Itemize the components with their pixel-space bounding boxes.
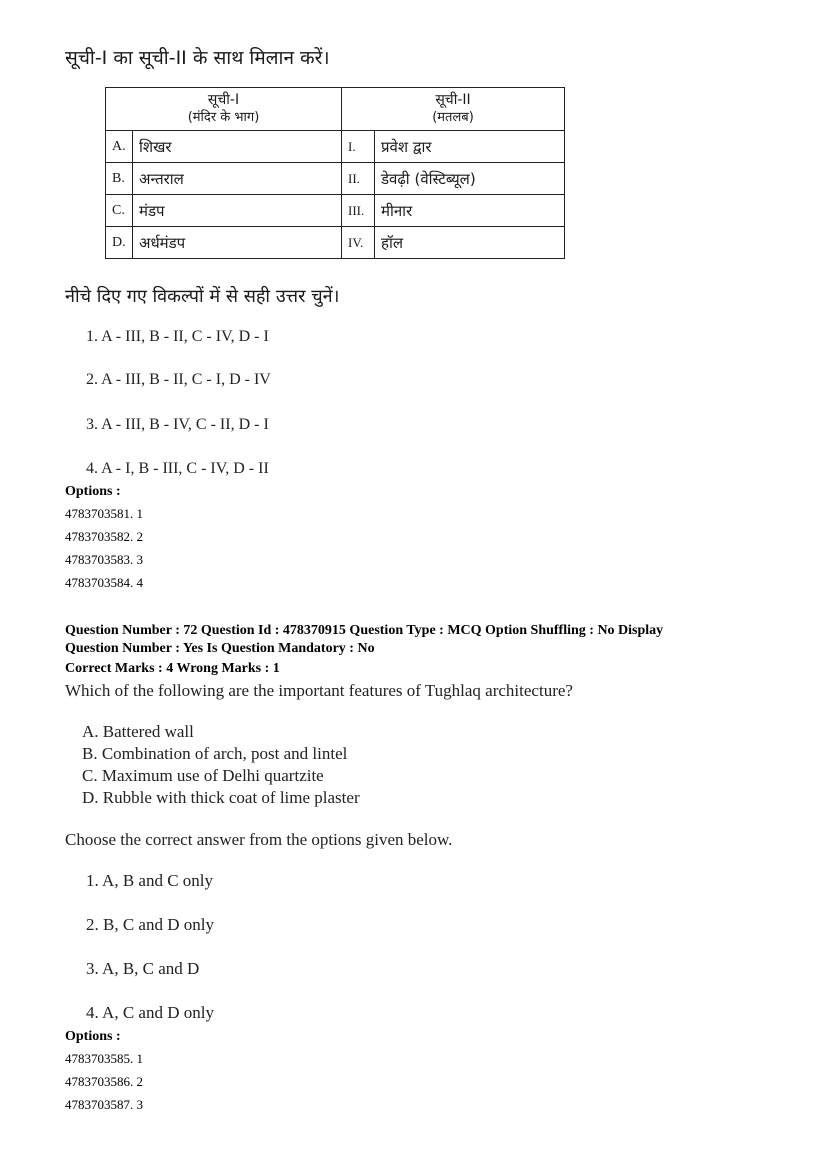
list-1-subtitle: (मंदिर के भाग)	[187, 110, 260, 125]
q72-statement-c: C. Maximum use of Delhi quartzite	[82, 766, 324, 785]
row-roman: IV.	[342, 227, 375, 259]
q71-choice-2: 2. A - III, B - II, C - I, D - IV	[86, 371, 271, 388]
table-row	[106, 227, 565, 259]
q72-meta-line-3: Correct Marks : 4 Wrong Marks : 1	[65, 661, 280, 676]
q71-instruction: सूची-I का सूची-II के साथ मिलान करें।	[65, 47, 330, 69]
row-left-text: मंडप	[133, 195, 342, 227]
q72-option-id-3: 4783703587. 3	[65, 1097, 143, 1112]
q72-statement-d: D. Rubble with thick coat of lime plaster	[82, 788, 360, 807]
q71-options-label: Options :	[65, 484, 121, 499]
q71-choose: नीचे दिए गए विकल्पों में से सही उत्तर चुनें।	[65, 286, 340, 307]
row-right-text: मीनार	[375, 195, 565, 227]
q72-meta-line-1: Question Number : 72 Question Id : 478370915 Question Type : MCQ Option Shuffling : No Display	[65, 623, 664, 638]
q71-choice-1: 1. A - III, B - II, C - IV, D - I	[86, 328, 269, 345]
q72-options-label: Options :	[65, 1029, 121, 1044]
row-letter: D.	[106, 227, 133, 259]
q71-option-id-3: 4783703583. 3	[65, 552, 143, 567]
table-row	[106, 131, 565, 163]
row-letter: A.	[106, 131, 133, 163]
q71-option-id-4: 4783703584. 4	[65, 575, 143, 590]
row-letter: B.	[106, 163, 133, 195]
list-2-subtitle: (मतलब)	[432, 110, 474, 125]
q72-choice-3: 3. A, B, C and D	[86, 959, 200, 978]
q72-statement-a: A. Battered wall	[82, 722, 194, 741]
q71-option-id-1: 4783703581. 1	[65, 506, 143, 521]
row-right-text: प्रवेश द्वार	[375, 131, 565, 163]
q72-option-id-2: 4783703586. 2	[65, 1074, 143, 1089]
match-table-header	[106, 88, 565, 131]
list-2-header	[342, 88, 565, 131]
table-row	[106, 163, 565, 195]
table-row	[106, 195, 565, 227]
q72-question: Which of the following are the important features of Tughlaq architecture?	[65, 681, 573, 700]
row-roman: II.	[342, 163, 375, 195]
q71-choice-3: 3. A - III, B - IV, C - II, D - I	[86, 416, 269, 433]
row-left-text: अर्धमंडप	[133, 227, 342, 259]
q71-choice-4: 4. A - I, B - III, C - IV, D - II	[86, 460, 269, 477]
row-right-text: हॉल	[375, 227, 565, 259]
list-1-header	[106, 88, 342, 131]
list-1-title: सूची-I	[207, 92, 240, 108]
q72-option-id-1: 4783703585. 1	[65, 1051, 143, 1066]
row-left-text: अन्तराल	[133, 163, 342, 195]
q72-choice-4: 4. A, C and D only	[86, 1003, 214, 1022]
match-table	[105, 87, 565, 259]
q72-choice-2: 2. B, C and D only	[86, 915, 214, 934]
list-2-title: सूची-II	[435, 92, 471, 108]
q72-meta-line-2: Question Number : Yes Is Question Mandatory : No	[65, 641, 375, 656]
row-right-text: डेवढ़ी (वेस्टिब्यूल)	[375, 163, 565, 195]
q72-choose: Choose the correct answer from the options given below.	[65, 830, 453, 849]
row-left-text: शिखर	[133, 131, 342, 163]
q72-choice-1: 1. A, B and C only	[86, 871, 214, 890]
row-letter: C.	[106, 195, 133, 227]
q71-option-id-2: 4783703582. 2	[65, 529, 143, 544]
row-roman: I.	[342, 131, 375, 163]
row-roman: III.	[342, 195, 375, 227]
q72-statement-b: B. Combination of arch, post and lintel	[82, 744, 348, 763]
